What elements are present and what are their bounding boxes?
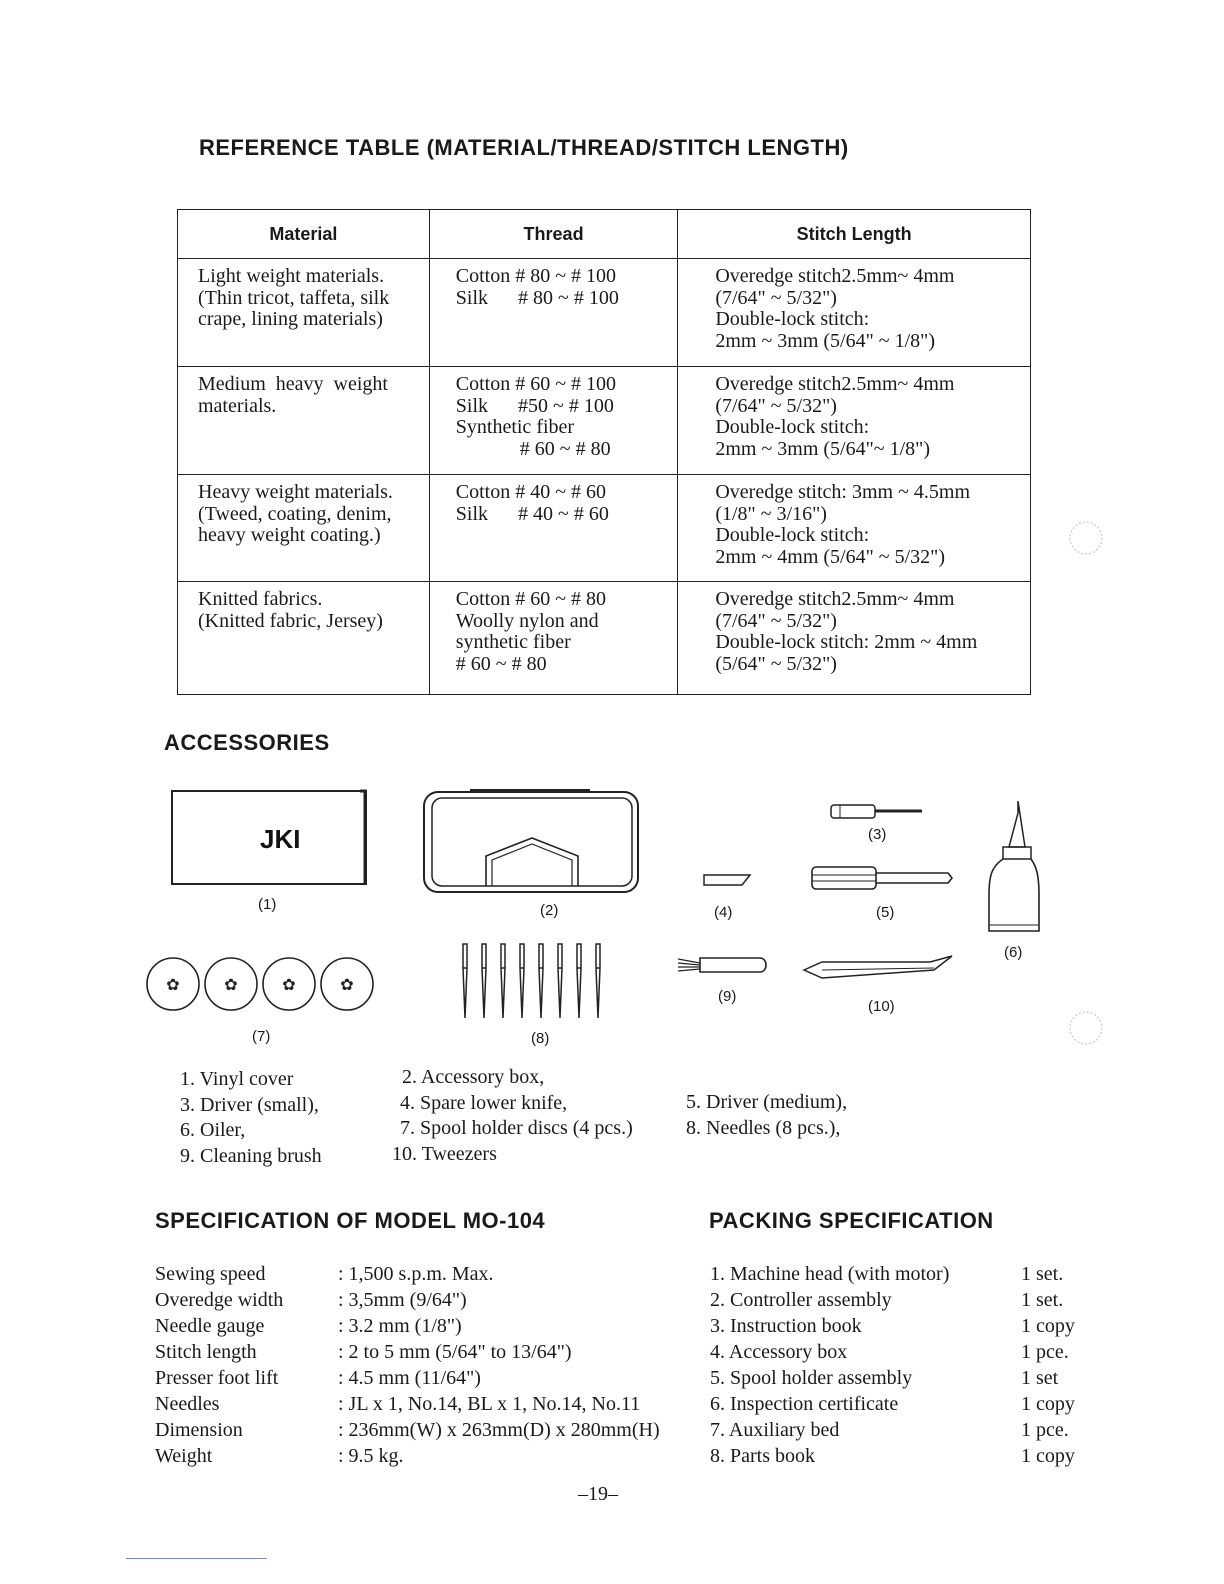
caption-3: (3) bbox=[868, 826, 887, 843]
spec-heading: SPECIFICATION OF MODEL MO-104 bbox=[155, 1208, 546, 1233]
caption-10: (10) bbox=[868, 998, 895, 1015]
packing-qty-item: 1 copy bbox=[1021, 1315, 1075, 1337]
accessory-list-col1 bbox=[180, 1067, 322, 1170]
table-row bbox=[178, 367, 1031, 475]
list-item: 9. Cleaning brush bbox=[180, 1145, 322, 1168]
text-line: Cotton # 80 ~ # 100 bbox=[455, 265, 617, 287]
packing-items bbox=[710, 1261, 949, 1469]
stitch-cell bbox=[678, 475, 1031, 582]
text-line: Overedge stitch2.5mm~ 4mm bbox=[715, 588, 955, 610]
list-item: 7. Spool holder discs (4 pcs.) bbox=[400, 1117, 633, 1140]
header-stitch-length: Stitch Length bbox=[678, 210, 1031, 259]
packing-qty-item: 1 pce. bbox=[1021, 1341, 1069, 1363]
svg-text:✿: ✿ bbox=[340, 977, 354, 994]
list-item: 4. Spare lower knife, bbox=[400, 1091, 568, 1114]
spool-discs-illustration bbox=[143, 955, 383, 1013]
list-item: 6. Oiler, bbox=[180, 1119, 246, 1142]
header-thread: Thread bbox=[429, 210, 678, 259]
packing-item: 4. Accessory box bbox=[710, 1341, 848, 1363]
material-cell bbox=[178, 475, 430, 582]
packing-qty-item: 1 copy bbox=[1021, 1445, 1075, 1467]
text-line: synthetic fiber bbox=[455, 631, 571, 653]
medium-driver-illustration bbox=[810, 864, 955, 892]
spec-labels bbox=[155, 1261, 283, 1469]
text-line: Cotton # 60 ~ # 80 bbox=[455, 588, 607, 610]
text-line: (7/64" ~ 5/32") bbox=[715, 609, 837, 632]
packing-qty bbox=[1021, 1261, 1075, 1469]
spec-value: : 3,5mm (9/64") bbox=[338, 1289, 467, 1311]
cleaning-brush-illustration bbox=[676, 952, 771, 978]
text-line: 2mm ~ 3mm (5/64" ~ 1/8") bbox=[715, 329, 935, 352]
text-line: Overedge stitch2.5mm~ 4mm bbox=[715, 265, 955, 287]
spec-value: : 9.5 kg. bbox=[338, 1445, 404, 1467]
text-line: Knitted fabrics. bbox=[198, 588, 323, 610]
text-line: Woolly nylon and bbox=[455, 609, 599, 632]
spec-value: : 3.2 mm (1/8") bbox=[338, 1315, 462, 1337]
text-line: (Thin tricot, taffeta, silk bbox=[198, 286, 390, 309]
packing-item: 8. Parts book bbox=[710, 1445, 815, 1467]
spec-label: Stitch length bbox=[155, 1341, 257, 1363]
caption-9: (9) bbox=[718, 988, 737, 1005]
reference-table-title: REFERENCE TABLE (MATERIAL/THREAD/STITCH LENGTH) bbox=[199, 135, 849, 160]
text-line: Double-lock stitch: bbox=[715, 416, 870, 438]
spare-knife-illustration bbox=[702, 872, 754, 888]
text-line: crape, lining materials) bbox=[198, 308, 383, 330]
caption-6: (6) bbox=[1004, 944, 1023, 961]
caption-5: (5) bbox=[876, 904, 895, 921]
text-line: (7/64" ~ 5/32") bbox=[715, 394, 837, 417]
packing-item: 1. Machine head (with motor) bbox=[710, 1263, 950, 1285]
header-material: Material bbox=[178, 210, 430, 259]
packing-item: 5. Spool holder assembly bbox=[710, 1367, 913, 1389]
material-cell bbox=[178, 367, 430, 475]
text-line: Overedge stitch: 3mm ~ 4.5mm bbox=[715, 481, 971, 503]
caption-2: (2) bbox=[540, 902, 559, 919]
text-line: Light weight materials. bbox=[198, 265, 385, 287]
svg-text:✿: ✿ bbox=[166, 977, 180, 994]
text-line: (1/8" ~ 3/16") bbox=[715, 502, 827, 525]
list-item: 3. Driver (small), bbox=[180, 1093, 319, 1116]
small-driver-illustration bbox=[830, 802, 930, 822]
reference-table bbox=[177, 209, 1031, 695]
caption-8: (8) bbox=[531, 1030, 550, 1047]
thread-cell bbox=[429, 259, 678, 367]
text-line: heavy weight coating.) bbox=[198, 524, 381, 546]
material-cell bbox=[178, 259, 430, 367]
spec-value: : 4.5 mm (11/64") bbox=[338, 1367, 481, 1389]
page-number: –19– bbox=[578, 1483, 618, 1505]
text-line: Silk # 80 ~ # 100 bbox=[455, 286, 619, 309]
packing-qty-item: 1 copy bbox=[1021, 1393, 1075, 1415]
caption-1: (1) bbox=[258, 896, 277, 913]
tweezers-illustration bbox=[800, 952, 958, 988]
text-line: (Tweed, coating, denim, bbox=[198, 502, 392, 525]
list-item: 10. Tweezers bbox=[392, 1143, 497, 1166]
binder-hole-icon bbox=[1066, 1008, 1106, 1048]
caption-4: (4) bbox=[714, 904, 733, 921]
table-row bbox=[178, 475, 1031, 582]
stitch-cell bbox=[678, 367, 1031, 475]
stitch-cell bbox=[678, 582, 1031, 695]
svg-text:✿: ✿ bbox=[282, 977, 296, 994]
text-line: Heavy weight materials. bbox=[198, 481, 393, 503]
text-line: Cotton # 40 ~ # 60 bbox=[455, 481, 607, 503]
accessories-heading: ACCESSORIES bbox=[164, 730, 330, 755]
text-line: Medium heavy weight bbox=[198, 373, 388, 395]
text-line: # 60 ~ # 80 bbox=[455, 652, 547, 675]
spec-label: Sewing speed bbox=[155, 1263, 266, 1285]
bottom-rule bbox=[126, 1558, 267, 1559]
caption-7: (7) bbox=[252, 1028, 271, 1045]
spec-value: : 236mm(W) x 263mm(D) x 280mm(H) bbox=[338, 1419, 660, 1441]
text-line: Silk #50 ~ # 100 bbox=[455, 394, 614, 417]
list-item: 8. Needles (8 pcs.), bbox=[686, 1116, 841, 1139]
spec-value: : JL x 1, No.14, BL x 1, No.14, No.11 bbox=[338, 1393, 641, 1415]
packing-qty-item: 1 set. bbox=[1021, 1289, 1064, 1311]
spec-label: Needles bbox=[155, 1393, 220, 1415]
text-line: Double-lock stitch: 2mm ~ 4mm bbox=[715, 631, 978, 653]
text-line: (5/64" ~ 5/32") bbox=[715, 652, 837, 675]
stitch-cell bbox=[678, 259, 1031, 367]
packing-qty-item: 1 set bbox=[1021, 1367, 1059, 1389]
table-row bbox=[178, 582, 1031, 695]
list-item: 2. Accessory box, bbox=[402, 1066, 545, 1088]
needles-illustration bbox=[455, 940, 615, 1020]
spec-value: : 1,500 s.p.m. Max. bbox=[338, 1263, 494, 1285]
packing-item: 7. Auxiliary bed bbox=[710, 1419, 840, 1441]
spec-values bbox=[338, 1261, 660, 1469]
text-line: materials. bbox=[198, 394, 277, 417]
thread-cell bbox=[429, 475, 678, 582]
text-line: # 60 ~ # 80 bbox=[519, 437, 611, 460]
table-row bbox=[178, 259, 1031, 367]
text-line: (Knitted fabric, Jersey) bbox=[198, 609, 383, 632]
text-line: (7/64" ~ 5/32") bbox=[715, 286, 837, 309]
text-line: Overedge stitch2.5mm~ 4mm bbox=[715, 373, 955, 395]
text-line: Double-lock stitch: bbox=[715, 308, 870, 330]
text-line: Cotton # 60 ~ # 100 bbox=[455, 373, 617, 395]
thread-cell bbox=[429, 582, 678, 695]
packing-qty-item: 1 set. bbox=[1021, 1263, 1064, 1285]
packing-item: 2. Controller assembly bbox=[710, 1289, 892, 1311]
binder-hole-icon bbox=[1066, 518, 1106, 558]
text-line: Double-lock stitch: bbox=[715, 524, 870, 546]
spec-label: Weight bbox=[155, 1445, 213, 1467]
material-cell bbox=[178, 582, 430, 695]
thread-cell bbox=[429, 367, 678, 475]
packing-item: 3. Instruction book bbox=[710, 1315, 862, 1337]
accessory-list-col3 bbox=[686, 1090, 847, 1141]
table-header-row bbox=[178, 210, 1031, 259]
svg-text:✿: ✿ bbox=[224, 977, 238, 994]
packing-item: 6. Inspection certificate bbox=[710, 1393, 899, 1415]
spec-label: Presser foot lift bbox=[155, 1367, 279, 1389]
packing-heading: PACKING SPECIFICATION bbox=[709, 1208, 994, 1233]
brand-logo: JKI bbox=[260, 824, 301, 854]
spec-label: Dimension bbox=[155, 1419, 243, 1441]
list-item: 5. Driver (medium), bbox=[686, 1091, 848, 1113]
text-line: 2mm ~ 3mm (5/64"~ 1/8") bbox=[715, 437, 930, 460]
spec-label: Needle gauge bbox=[155, 1315, 265, 1337]
packing-qty-item: 1 pce. bbox=[1021, 1419, 1069, 1441]
spec-value: : 2 to 5 mm (5/64" to 13/64") bbox=[338, 1341, 572, 1363]
accessory-list-col2 bbox=[392, 1065, 633, 1168]
oiler-illustration bbox=[985, 795, 1045, 940]
text-line: 2mm ~ 4mm (5/64" ~ 5/32") bbox=[715, 545, 945, 568]
accessory-box-illustration bbox=[420, 782, 645, 897]
text-line: Silk # 40 ~ # 60 bbox=[455, 502, 609, 525]
list-item: 1. Vinyl cover bbox=[180, 1068, 294, 1090]
text-line: Synthetic fiber bbox=[455, 416, 575, 438]
vinyl-cover-illustration bbox=[168, 788, 373, 888]
spec-label: Overedge width bbox=[155, 1289, 284, 1311]
